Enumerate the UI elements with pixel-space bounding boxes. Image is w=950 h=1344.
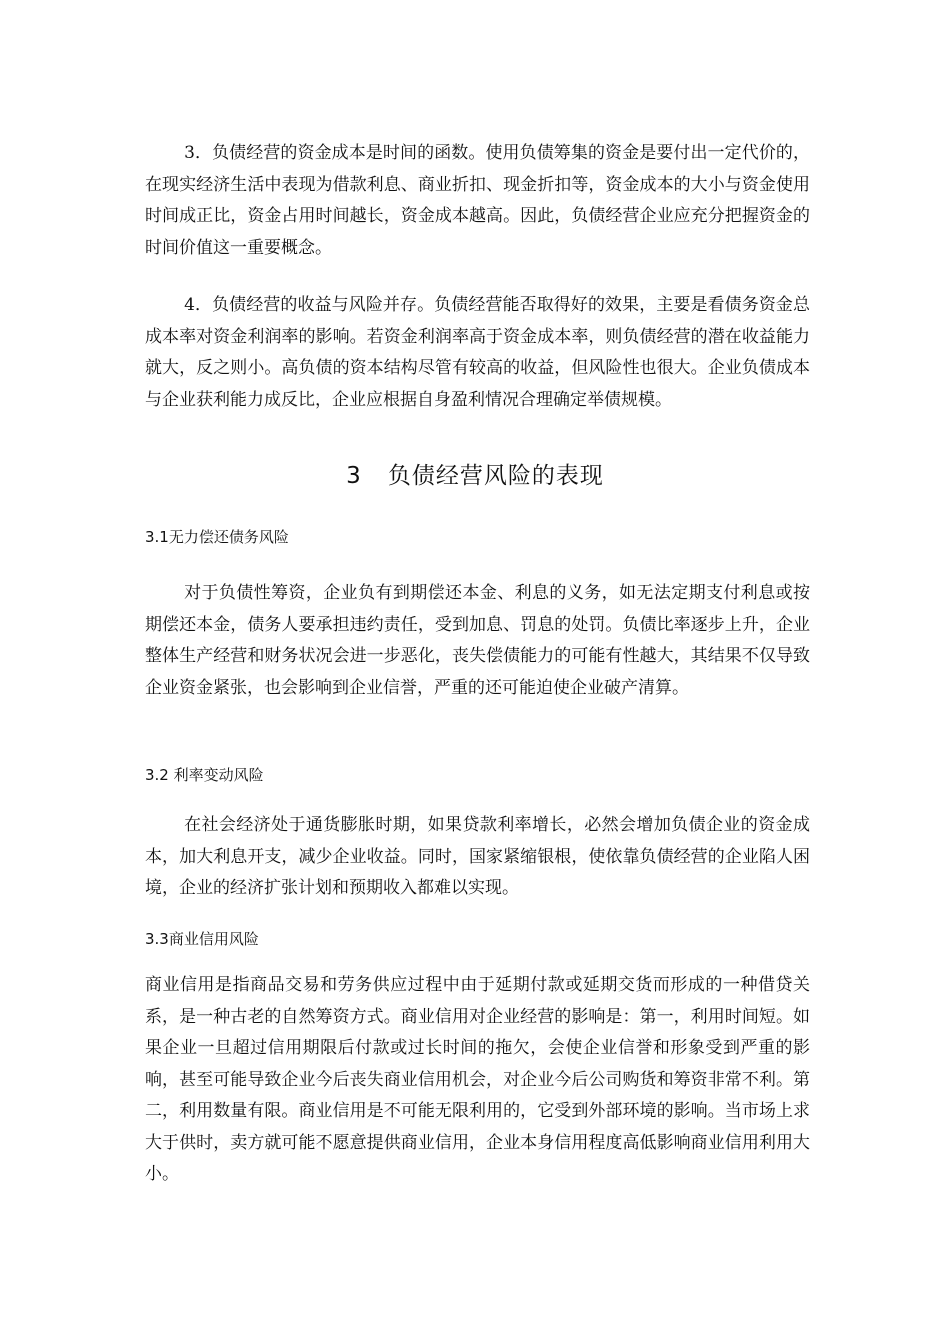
subsection-3-3-paragraph: 商业信用是指商品交易和劳务供应过程中由于延期付款或延期交货而形成的一种借贷关系，是一种古老的自然筹资方式。商业信用对企业经营的影响是：第一，利用时间短。如果企业一旦超过信用期限后付款或过长时间的拖欠，会使企业信誉和形象受到严重的影响，甚至可能导致企业今后丧失商业信用机会，对企业今后公司购货和筹资非常不利。第二，利用数量有限。商业信用是不可能无限利用的，它受到外部环境的影响。当市场上求大于供时，卖方就可能不愿意提供商业信用，企业本身信用程度高低影响商业信用利用大小。 bbox=[145, 975, 810, 1184]
paragraph-item-4: 4．负债经营的收益与风险并存。负债经营能否取得好的效果，主要是看债务资金总成本率对资金利润率的影响。若资金利润率高于资金成本率，则负债经营的潜在收益能力就大，反之则小。高负债的资本结构尽管有较高的收益，但风险性也很大。企业负债成本与企业获利能力成反比，企业应根据自身盈利情况合理确定举债规模。 bbox=[145, 295, 810, 410]
section-3-number: 3 bbox=[346, 463, 362, 489]
paragraph-item-3: 3．负债经营的资金成本是时间的函数。使用负债筹集的资金是要付出一定代价的，在现实经济生活中表现为借款利息、商业折扣、现金折扣等，资金成本的大小与资金使用时间成正比，资金占用时间越长，资金成本越高。因此，负债经营企业应充分把握资金的时间价值这一重要概念。 bbox=[145, 143, 810, 258]
subsection-3-1-heading: 3.1无力偿还债务风险 bbox=[145, 528, 289, 546]
section-3-title: 负债经营风险的表现 bbox=[387, 463, 604, 489]
subsection-3-1-paragraph: 对于负债性筹资，企业负有到期偿还本金、利息的义务，如无法定期支付利息或按期偿还本金，债务人要承担违约责任，受到加息、罚息的处罚。负债比率逐步上升，企业整体生产经营和财务状况会进一步恶化，丧失偿债能力的可能有性越大，其结果不仅导致企业资金紧张，也会影响到企业信誉，严重的还可能迫使企业破产清算。 bbox=[145, 583, 810, 698]
section-3-heading bbox=[0, 458, 950, 494]
subsection-3-2-paragraph: 在社会经济处于通货膨胀时期，如果贷款利率增长，必然会增加负债企业的资金成本，加大利息开支，减少企业收益。同时，国家紧缩银根，使依靠负债经营的企业陷人困境，企业的经济扩张计划和预期收入都难以实现。 bbox=[145, 815, 810, 898]
subsection-3-3-heading: 3.3商业信用风险 bbox=[145, 930, 259, 948]
subsection-3-2-heading: 3.2 利率变动风险 bbox=[145, 766, 264, 784]
